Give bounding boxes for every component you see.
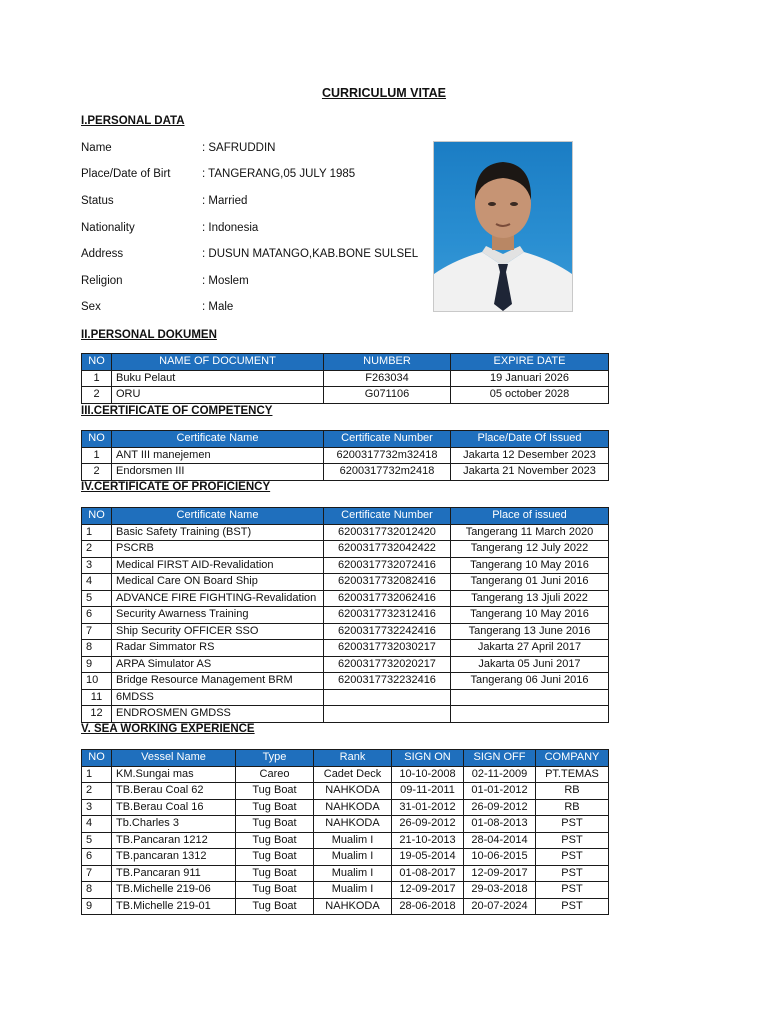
- header-type: Type: [236, 750, 314, 767]
- portrait-icon: [434, 142, 572, 311]
- cell-no: 5: [82, 590, 112, 607]
- cell-company: PST: [536, 882, 609, 899]
- cell-document-name: ORU: [112, 387, 324, 404]
- cell-sign-off: 10-06-2015: [464, 849, 536, 866]
- cell-certificate-number: 6200317732m32418: [324, 447, 451, 464]
- cell-vessel-name: Tb.Charles 3: [112, 816, 236, 833]
- label-address: Address: [81, 248, 124, 260]
- cell-sign-off: 20-07-2024: [464, 898, 536, 915]
- cell-certificate-name: ADVANCE FIRE FIGHTING-Revalidation: [112, 590, 324, 607]
- cell-no: 4: [82, 574, 112, 591]
- section-personal-dokumen: II.PERSONAL DOKUMEN: [81, 329, 217, 341]
- cell-no: 7: [82, 623, 112, 640]
- header-no: NO: [82, 508, 112, 525]
- table-row: [82, 766, 609, 783]
- label-birth: Place/Date of Birt: [81, 168, 171, 180]
- cell-type: Tug Boat: [236, 898, 314, 915]
- cell-certificate-number: 6200317732312416: [324, 607, 451, 624]
- cell-rank: Mualim I: [314, 849, 392, 866]
- cell-certificate-name: 6MDSS: [112, 689, 324, 706]
- proficiency-table: [81, 507, 609, 723]
- header-sign-on: SIGN ON: [392, 750, 464, 767]
- cell-vessel-name: TB.Pancaran 911: [112, 865, 236, 882]
- table-header-row: [82, 354, 609, 371]
- cell-no: 1: [82, 766, 112, 783]
- cell-certificate-number: 6200317732020217: [324, 656, 451, 673]
- table-row: [82, 541, 609, 558]
- cell-rank: NAHKODA: [314, 799, 392, 816]
- value-name: : SAFRUDDIN: [202, 142, 276, 154]
- cell-sign-off: 01-08-2013: [464, 816, 536, 833]
- table-row: [82, 783, 609, 800]
- cell-certificate-name: Medical FIRST AID-Revalidation: [112, 557, 324, 574]
- header-place-issued: Place of issued: [451, 508, 609, 525]
- cell-no: 1: [82, 524, 112, 541]
- cell-company: PST: [536, 849, 609, 866]
- section-proficiency: IV.CERTIFICATE OF PROFICIENCY: [81, 481, 271, 493]
- cell-certificate-number: 6200317732072416: [324, 557, 451, 574]
- cell-company: PT.TEMAS: [536, 766, 609, 783]
- table-row: [82, 524, 609, 541]
- value-birth: : TANGERANG,05 JULY 1985: [202, 168, 356, 180]
- cell-vessel-name: TB.Michelle 219-01: [112, 898, 236, 915]
- cell-sign-off: 02-11-2009: [464, 766, 536, 783]
- cell-rank: Mualim I: [314, 832, 392, 849]
- table-row: [82, 832, 609, 849]
- competency-table: [81, 430, 609, 481]
- cell-sign-on: 10-10-2008: [392, 766, 464, 783]
- cell-company: PST: [536, 832, 609, 849]
- label-name: Name: [81, 142, 112, 154]
- value-nationality: : Indonesia: [202, 222, 259, 234]
- header-number: NUMBER: [324, 354, 451, 371]
- table-row: [82, 387, 609, 404]
- cell-certificate-number: 6200317732062416: [324, 590, 451, 607]
- header-certificate-number: Certificate Number: [324, 431, 451, 448]
- cell-sign-off: 29-03-2018: [464, 882, 536, 899]
- cell-type: Careo: [236, 766, 314, 783]
- table-row: [82, 849, 609, 866]
- header-certificate-name: Certificate Name: [112, 431, 324, 448]
- table-row: [82, 464, 609, 481]
- table-row: [82, 706, 609, 723]
- table-row: [82, 689, 609, 706]
- cell-type: Tug Boat: [236, 882, 314, 899]
- cell-sign-on: 09-11-2011: [392, 783, 464, 800]
- cell-place-issued: Tangerang 10 May 2016: [451, 557, 609, 574]
- cell-place-issued: Tangerang 13 June 2016: [451, 623, 609, 640]
- cell-certificate-name: Radar Simmator RS: [112, 640, 324, 657]
- cell-type: Tug Boat: [236, 816, 314, 833]
- table-row: [82, 898, 609, 915]
- cell-rank: NAHKODA: [314, 816, 392, 833]
- table-header-row: [82, 750, 609, 767]
- header-place-date-issued: Place/Date Of Issued: [451, 431, 609, 448]
- cell-no: 3: [82, 557, 112, 574]
- cell-certificate-name: Medical Care ON Board Ship: [112, 574, 324, 591]
- cell-expire-date: 19 Januari 2026: [451, 370, 609, 387]
- cell-place-date-issued: Jakarta 12 Desember 2023: [451, 447, 609, 464]
- cell-company: RB: [536, 799, 609, 816]
- header-sign-off: SIGN OFF: [464, 750, 536, 767]
- cell-place-issued: Tangerang 01 Juni 2016: [451, 574, 609, 591]
- cell-no: 1: [82, 370, 112, 387]
- cell-certificate-name: Endorsmen III: [112, 464, 324, 481]
- cell-certificate-name: ARPA Simulator AS: [112, 656, 324, 673]
- table-row: [82, 370, 609, 387]
- header-expire-date: EXPIRE DATE: [451, 354, 609, 371]
- cell-no: 10: [82, 673, 112, 690]
- cell-vessel-name: TB.Berau Coal 16: [112, 799, 236, 816]
- table-row: [82, 882, 609, 899]
- cell-certificate-number: 6200317732012420: [324, 524, 451, 541]
- profile-photo: [434, 142, 572, 311]
- table-row: [82, 656, 609, 673]
- section-sea-experience: V. SEA WORKING EXPERIENCE: [81, 723, 255, 735]
- cell-expire-date: 05 october 2028: [451, 387, 609, 404]
- cell-rank: Mualim I: [314, 865, 392, 882]
- cell-company: PST: [536, 816, 609, 833]
- cell-sign-on: 12-09-2017: [392, 882, 464, 899]
- label-nationality: Nationality: [81, 222, 135, 234]
- label-religion: Religion: [81, 275, 123, 287]
- cell-number: F263034: [324, 370, 451, 387]
- cell-sign-on: 01-08-2017: [392, 865, 464, 882]
- cell-certificate-name: Bridge Resource Management BRM: [112, 673, 324, 690]
- cell-no: 2: [82, 464, 112, 481]
- page-title: CURRICULUM VITAE: [321, 86, 447, 100]
- cell-sign-off: 28-04-2014: [464, 832, 536, 849]
- cell-no: 12: [82, 706, 112, 723]
- cell-place-issued: Tangerang 13 Jjuli 2022: [451, 590, 609, 607]
- cell-sign-on: 21-10-2013: [392, 832, 464, 849]
- table-row: [82, 590, 609, 607]
- cell-document-name: Buku Pelaut: [112, 370, 324, 387]
- cell-no: 6: [82, 607, 112, 624]
- cell-no: 6: [82, 849, 112, 866]
- cell-certificate-name: Security Awarness Training: [112, 607, 324, 624]
- cell-no: 8: [82, 640, 112, 657]
- cell-place-date-issued: Jakarta 21 November 2023: [451, 464, 609, 481]
- header-no: NO: [82, 431, 112, 448]
- cell-place-issued: [451, 706, 609, 723]
- cell-place-issued: [451, 689, 609, 706]
- sea-experience-table: [81, 749, 609, 915]
- cell-no: 9: [82, 898, 112, 915]
- label-status: Status: [81, 195, 114, 207]
- cell-place-issued: Tangerang 12 July 2022: [451, 541, 609, 558]
- cell-vessel-name: KM.Sungai mas: [112, 766, 236, 783]
- cell-rank: NAHKODA: [314, 783, 392, 800]
- header-vessel-name: Vessel Name: [112, 750, 236, 767]
- cell-sign-on: 19-05-2014: [392, 849, 464, 866]
- cell-sign-off: 01-01-2012: [464, 783, 536, 800]
- cell-type: Tug Boat: [236, 832, 314, 849]
- cell-type: Tug Boat: [236, 783, 314, 800]
- cell-sign-off: 26-09-2012: [464, 799, 536, 816]
- header-certificate-name: Certificate Name: [112, 508, 324, 525]
- cell-vessel-name: TB.Michelle 219-06: [112, 882, 236, 899]
- cell-certificate-number: 6200317732042422: [324, 541, 451, 558]
- table-header-row: [82, 431, 609, 448]
- cell-sign-on: 31-01-2012: [392, 799, 464, 816]
- cell-no: 8: [82, 882, 112, 899]
- cell-certificate-number: 6200317732030217: [324, 640, 451, 657]
- table-row: [82, 607, 609, 624]
- value-sex: : Male: [202, 301, 234, 313]
- section-competency: III.CERTIFICATE OF COMPETENCY: [81, 405, 273, 417]
- table-row: [82, 816, 609, 833]
- cell-no: 7: [82, 865, 112, 882]
- cell-rank: Cadet Deck: [314, 766, 392, 783]
- documents-table: [81, 353, 609, 404]
- table-row: [82, 623, 609, 640]
- cell-certificate-number: 6200317732082416: [324, 574, 451, 591]
- cell-company: PST: [536, 865, 609, 882]
- cell-no: 9: [82, 656, 112, 673]
- cell-no: 5: [82, 832, 112, 849]
- value-religion: : Moslem: [202, 275, 249, 287]
- cell-type: Tug Boat: [236, 849, 314, 866]
- table-row: [82, 447, 609, 464]
- cell-vessel-name: TB.pancaran 1312: [112, 849, 236, 866]
- cell-sign-on: 26-09-2012: [392, 816, 464, 833]
- cell-certificate-name: ANT III manejemen: [112, 447, 324, 464]
- cell-place-issued: Tangerang 06 Juni 2016: [451, 673, 609, 690]
- section-personal-data: I.PERSONAL DATA: [81, 115, 185, 127]
- cell-certificate-number: 6200317732242416: [324, 623, 451, 640]
- cell-no: 1: [82, 447, 112, 464]
- cell-no: 3: [82, 799, 112, 816]
- cell-certificate-number: 6200317732232416: [324, 673, 451, 690]
- cell-certificate-number: [324, 706, 451, 723]
- cell-vessel-name: TB.Berau Coal 62: [112, 783, 236, 800]
- cell-certificate-number: [324, 689, 451, 706]
- cell-company: PST: [536, 898, 609, 915]
- label-sex: Sex: [81, 301, 101, 313]
- cell-vessel-name: TB.Pancaran 1212: [112, 832, 236, 849]
- header-no: NO: [82, 750, 112, 767]
- header-document-name: NAME OF DOCUMENT: [112, 354, 324, 371]
- header-company: COMPANY: [536, 750, 609, 767]
- cell-sign-on: 28-06-2018: [392, 898, 464, 915]
- cell-no: 2: [82, 541, 112, 558]
- cell-certificate-name: Basic Safety Training (BST): [112, 524, 324, 541]
- cell-number: G071106: [324, 387, 451, 404]
- cell-certificate-name: ENDROSMEN GMDSS: [112, 706, 324, 723]
- cell-type: Tug Boat: [236, 799, 314, 816]
- table-header-row: [82, 508, 609, 525]
- table-row: [82, 640, 609, 657]
- cell-place-issued: Tangerang 10 May 2016: [451, 607, 609, 624]
- table-row: [82, 865, 609, 882]
- table-row: [82, 673, 609, 690]
- cell-place-issued: Jakarta 27 April 2017: [451, 640, 609, 657]
- cell-sign-off: 12-09-2017: [464, 865, 536, 882]
- cell-no: 2: [82, 387, 112, 404]
- table-row: [82, 799, 609, 816]
- cell-certificate-number: 6200317732m2418: [324, 464, 451, 481]
- value-status: : Married: [202, 195, 248, 207]
- header-no: NO: [82, 354, 112, 371]
- table-row: [82, 574, 609, 591]
- header-certificate-number: Certificate Number: [324, 508, 451, 525]
- cell-company: RB: [536, 783, 609, 800]
- cell-place-issued: Tangerang 11 March 2020: [451, 524, 609, 541]
- cell-place-issued: Jakarta 05 Juni 2017: [451, 656, 609, 673]
- cell-certificate-name: Ship Security OFFICER SSO: [112, 623, 324, 640]
- cell-no: 11: [82, 689, 112, 706]
- cell-certificate-name: PSCRB: [112, 541, 324, 558]
- value-address: : DUSUN MATANGO,KAB.BONE SULSEL: [202, 248, 419, 260]
- cell-no: 4: [82, 816, 112, 833]
- cell-rank: Mualim I: [314, 882, 392, 899]
- header-rank: Rank: [314, 750, 392, 767]
- cell-rank: NAHKODA: [314, 898, 392, 915]
- cell-no: 2: [82, 783, 112, 800]
- table-row: [82, 557, 609, 574]
- cell-type: Tug Boat: [236, 865, 314, 882]
